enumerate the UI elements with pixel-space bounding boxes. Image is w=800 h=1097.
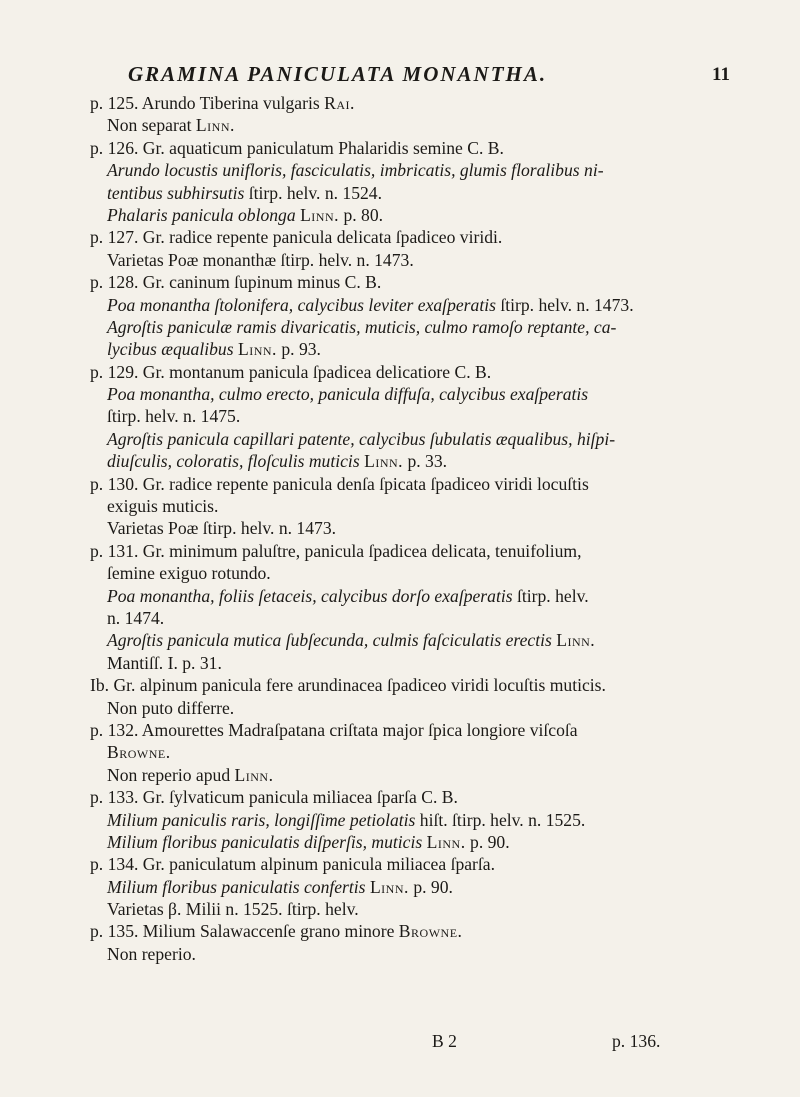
text-segment: Non separat <box>107 115 196 136</box>
text-line <box>90 473 750 495</box>
text-segment: Milium floribus paniculatis diſperſis, muticis <box>107 831 423 852</box>
text-line <box>90 562 750 584</box>
text-segment: Linn. <box>369 876 409 897</box>
text-line <box>90 719 750 741</box>
text-line <box>90 943 750 965</box>
text-segment: Non reperio apud <box>107 764 235 785</box>
text-segment: p. 126. Gr. aquaticum paniculatum Phalaridis semine C. B. <box>90 137 504 158</box>
text-line <box>90 585 750 607</box>
text-segment: p. 93. <box>276 339 321 360</box>
text-line <box>90 338 750 360</box>
text-line <box>90 540 750 562</box>
text-line <box>90 204 750 226</box>
text-segment: Agroſtis paniculæ ramis divaricatis, muticis, culmo ramoſo reptante, ca- <box>107 316 617 337</box>
text-line <box>90 697 750 719</box>
catchword: p. 136. <box>612 1031 661 1051</box>
text-segment: Milium paniculis raris, longiſſime petiolatis <box>107 809 416 830</box>
text-line <box>90 652 750 674</box>
text-line <box>90 361 750 383</box>
text-line <box>90 114 750 136</box>
text-segment: Milium floribus paniculatis confertis <box>107 876 366 897</box>
text-segment: p. 125. Arundo Tiberina vulgaris <box>90 93 325 113</box>
text-line <box>90 764 750 786</box>
text-line <box>90 182 750 204</box>
text-line <box>90 741 750 763</box>
text-line <box>90 898 750 920</box>
text-segment: p. 90. <box>465 831 510 852</box>
text-segment: p. 132. Amourettes Madraſpatana criſtata major ſpica longiore viſcoſa <box>90 719 578 740</box>
text-segment: Linn. <box>237 339 277 360</box>
text-segment: Mantiſſ. I. p. 31. <box>107 652 222 673</box>
running-head: GRAMINA PANICULATA MONANTHA. <box>128 62 548 86</box>
text-line <box>90 137 750 159</box>
text-line <box>90 517 750 539</box>
text-segment: ſtirp. helv. n. 1473. <box>495 294 634 315</box>
text-line <box>90 674 750 696</box>
body-text <box>90 92 750 965</box>
text-line <box>90 809 750 831</box>
text-line <box>90 876 750 898</box>
text-segment: hiſt. ſtirp. helv. n. 1525. <box>415 809 586 830</box>
text-line <box>90 226 750 248</box>
text-segment: lycibus æqualibus <box>107 339 234 360</box>
text-segment: Non puto differre. <box>107 697 235 718</box>
text-segment: Poa monantha, culmo erecto, panicula diffuſa, calycibus exaſperatis <box>107 384 589 405</box>
text-segment: ſtirp. helv. <box>512 585 589 606</box>
text-segment: p. 129. Gr. montanum panicula ſpadicea delicatiore C. B. <box>90 361 492 382</box>
text-segment: p. 127. Gr. radice repente panicula delicata ſpadiceo viridi. <box>90 227 503 248</box>
text-segment: Agroſtis panicula capillari patente, calycibus ſubulatis æqualibus, hiſpi- <box>107 428 616 449</box>
text-line <box>90 92 750 114</box>
text-line <box>90 405 750 427</box>
text-line <box>90 383 750 405</box>
text-line <box>90 831 750 853</box>
text-segment: Varietas Poæ monanthæ ſtirp. helv. n. 1473. <box>107 249 414 270</box>
text-segment: tentibus subhirsutis <box>107 182 245 203</box>
text-segment: Linn. <box>234 764 274 785</box>
text-line <box>90 271 750 293</box>
text-line <box>90 629 750 651</box>
text-segment: Linn. <box>195 115 235 136</box>
text-segment: p. 33. <box>403 451 448 472</box>
text-segment: Linn. <box>426 831 466 852</box>
text-segment: diuſculis, coloratis, floſculis muticis <box>107 451 360 472</box>
text-line <box>90 159 750 181</box>
text-segment: Linn. <box>556 630 596 651</box>
text-segment: Linn. <box>364 451 404 472</box>
text-segment: Agroſtis panicula mutica ſubſecunda, culmis faſciculatis erectis <box>107 630 552 651</box>
text-segment: p. 90. <box>408 876 453 897</box>
text-segment: n. 1474. <box>107 607 165 628</box>
text-segment: Non reperio. <box>107 943 196 964</box>
text-segment: p. 130. Gr. radice repente panicula denſa ſpicata ſpadiceo viridi locuſtis <box>90 473 589 494</box>
text-line <box>90 428 750 450</box>
text-line <box>90 607 750 629</box>
text-line <box>90 853 750 875</box>
text-segment: Poa monantha ſtolonifera, calycibus leviter exaſperatis <box>107 294 496 315</box>
text-segment: Browne. <box>107 742 171 763</box>
text-segment: Browne. <box>398 921 463 942</box>
text-segment: Linn. <box>300 204 340 225</box>
signature-mark: B 2 <box>432 1031 457 1051</box>
text-line <box>90 249 750 271</box>
text-segment: Phalaris panicula oblonga <box>107 204 296 225</box>
text-segment: p. 134. Gr. paniculatum alpinum panicula miliacea ſparſa. <box>90 854 496 875</box>
text-segment: exiguis muticis. <box>107 496 219 517</box>
text-line <box>90 450 750 472</box>
text-segment: ſemine exiguo rotundo. <box>107 563 271 584</box>
text-segment: p. 128. Gr. caninum ſupinum minus C. B. <box>90 272 382 293</box>
text-line <box>90 495 750 517</box>
text-segment: Ib. Gr. alpinum panicula fere arundinacea ſpadiceo viridi locuſtis muticis. <box>90 675 606 696</box>
text-segment: p. 135. Milium Salawaccenſe grano minore <box>90 921 399 942</box>
text-line <box>90 786 750 808</box>
text-segment: Poa monantha, foliis ſetaceis, calycibus dorſo exaſperatis <box>107 585 513 606</box>
text-segment: Arundo locustis unifloris, fasciculatis, imbricatis, glumis floralibus ni- <box>107 160 604 181</box>
text-segment: Varietas Poæ ſtirp. helv. n. 1473. <box>107 518 337 539</box>
text-segment: Varietas β. Milii n. 1525. ſtirp. helv. <box>107 899 359 920</box>
text-segment: p. 133. Gr. ſylvaticum panicula miliacea ſparſa C. B. <box>90 787 458 808</box>
text-segment: p. 131. Gr. minimum paluſtre, panicula ſpadicea delicata, tenuifolium, <box>90 540 582 561</box>
text-segment: ſtirp. helv. n. 1475. <box>107 406 241 427</box>
text-segment: ſtirp. helv. n. 1524. <box>244 182 382 203</box>
text-line <box>90 294 750 316</box>
text-line <box>90 316 750 338</box>
text-line <box>90 920 750 942</box>
text-segment: p. 80. <box>339 204 384 225</box>
text-segment: Rai. <box>324 93 355 113</box>
page-number: 11 <box>712 64 730 85</box>
